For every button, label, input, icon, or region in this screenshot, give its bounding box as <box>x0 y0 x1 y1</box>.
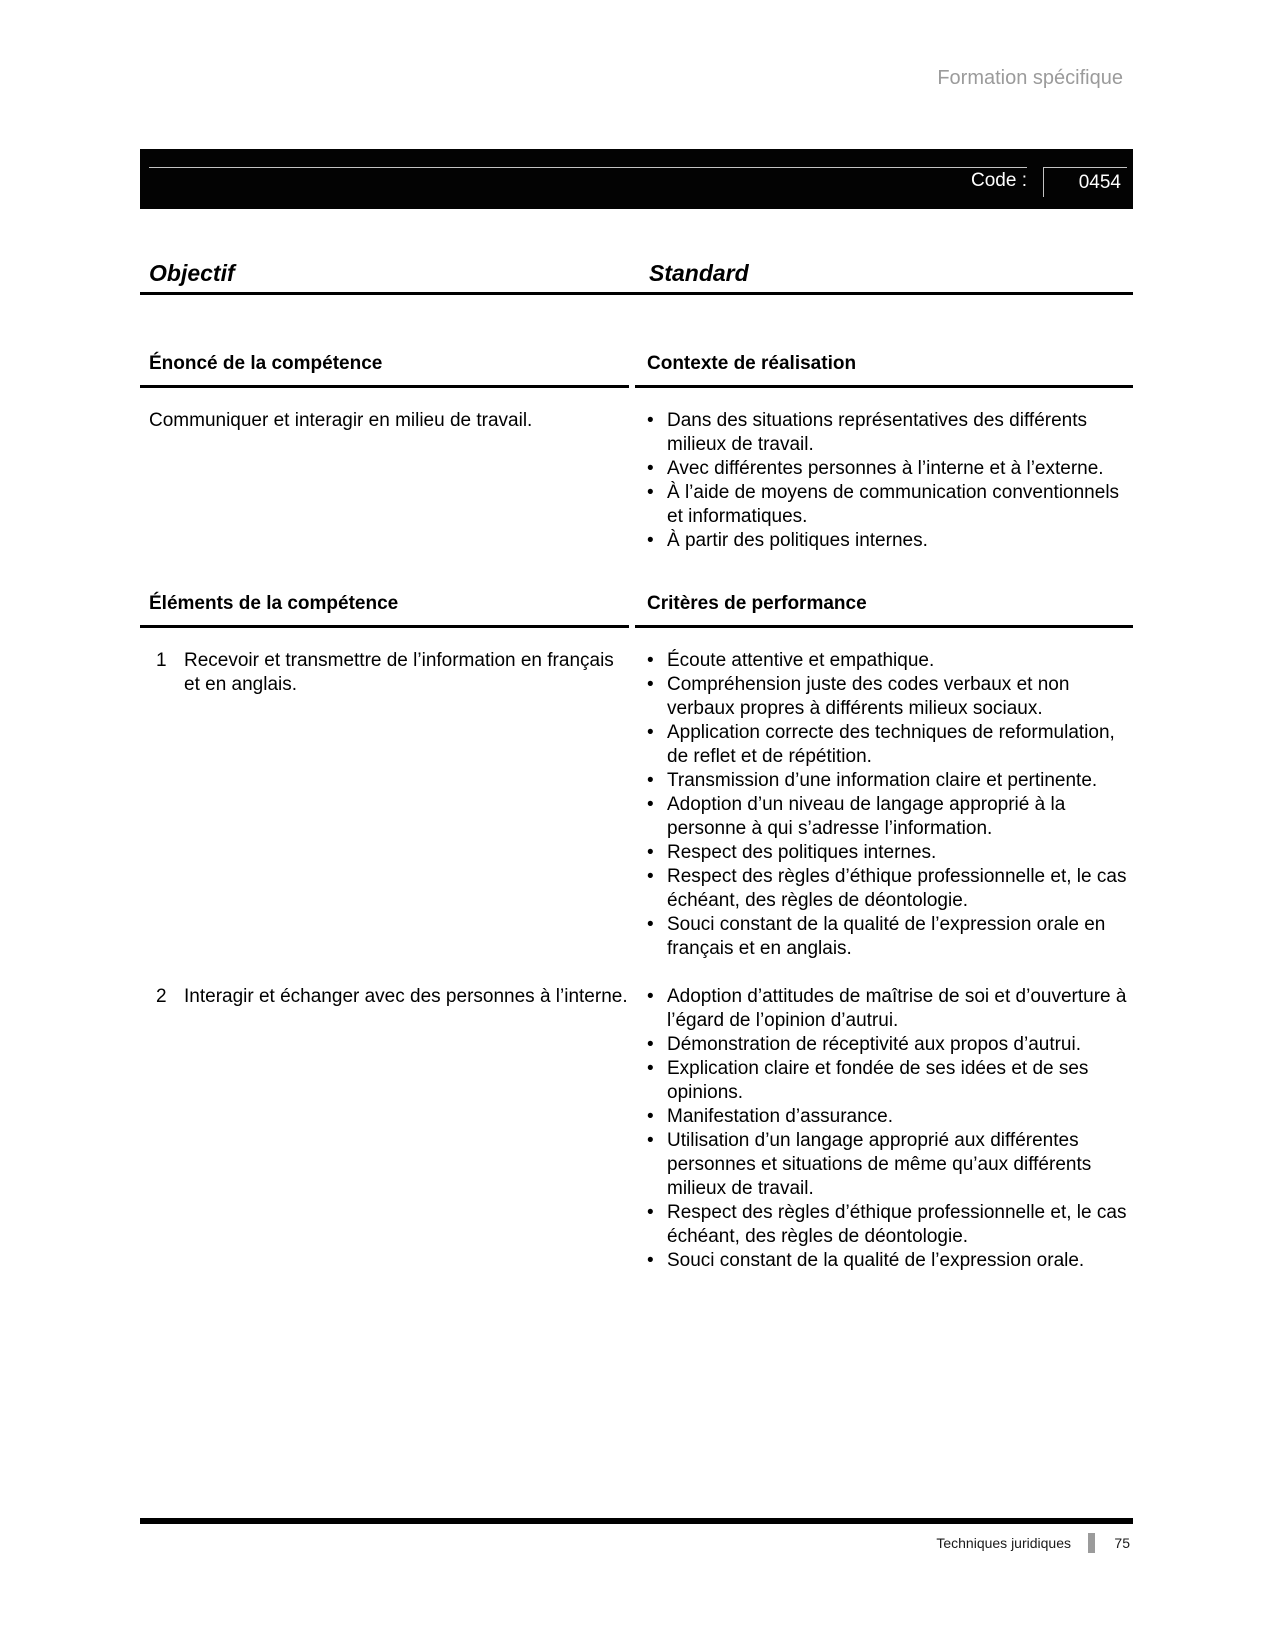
elements-header: Éléments de la compétence <box>140 593 629 628</box>
bullet-item: • Manifestation d’assurance. <box>635 1105 1133 1129</box>
criteres-header: Critères de performance <box>635 593 1133 628</box>
contexte-header: Contexte de réalisation <box>635 353 1133 388</box>
section-headers-elements <box>140 593 1133 628</box>
element-row-2 <box>140 985 1133 1273</box>
element-row-1 <box>140 649 1133 961</box>
enonce-header: Énoncé de la compétence <box>140 353 629 388</box>
running-header: Formation spécifique <box>937 67 1123 89</box>
bullet-item: • Utilisation d’un langage approprié aux différentes personnes et situations de même qu’aux différents milieux de travail. <box>635 1129 1133 1201</box>
competence-statement: Communiquer et interagir en milieu de travail. <box>149 410 533 431</box>
heading-rule <box>140 292 1133 295</box>
section-headers-competence <box>140 353 1133 388</box>
bullet-item: • Avec différentes personnes à l’interne et à l’externe. <box>635 457 1133 481</box>
bullet-item: • Respect des règles d’éthique professionnelle et, le cas échéant, des règles de déontologie. <box>635 1201 1133 1249</box>
footer-rule <box>140 1518 1133 1524</box>
bullet-item: • Écoute attentive et empathique. <box>635 649 1133 673</box>
bullet-item: • Compréhension juste des codes verbaux et non verbaux propres à différents milieux sociaux. <box>635 673 1133 721</box>
element-item-1 <box>140 649 629 961</box>
document-page <box>140 0 1133 1273</box>
objectif-standard-heading-row <box>140 259 1133 287</box>
footer-page-number: 75 <box>1114 1535 1130 1551</box>
page-footer <box>140 1518 1133 1553</box>
bullet-item: • Transmission d’une information claire et pertinente. <box>635 769 1133 793</box>
bullet-item: • Souci constant de la qualité de l’expression orale en français et en anglais. <box>635 913 1133 961</box>
bullet-item: • Explication claire et fondée de ses idées et de ses opinions. <box>635 1057 1133 1105</box>
bullet-item: • Adoption d’un niveau de langage approprié à la personne à qui s’adresse l’information. <box>635 793 1133 841</box>
competence-row <box>140 409 1133 553</box>
code-bar <box>140 149 1133 209</box>
element-number-1: 1 <box>156 650 167 671</box>
code-label: Code : <box>971 170 1027 191</box>
bullet-item: • Application correcte des techniques de reformulation, de reflet et de répétition. <box>635 721 1133 769</box>
bullet-item: • À partir des politiques internes. <box>635 529 1133 553</box>
footer-separator-bar <box>1088 1533 1095 1553</box>
element-number-2: 2 <box>156 986 167 1007</box>
criteria-list-1 <box>635 649 1133 961</box>
bullet-item: • Respect des règles d’éthique professionnelle et, le cas échéant, des règles de déontologie. <box>635 865 1133 913</box>
bullet-item: • Respect des politiques internes. <box>635 841 1133 865</box>
bullet-item: • À l’aide de moyens de communication conventionnels et informatiques. <box>635 481 1133 529</box>
element-text-2: Interagir et échanger avec des personnes à l’interne. <box>184 986 628 1007</box>
bullet-item: • Adoption d’attitudes de maîtrise de soi et d’ouverture à l’égard de l’opinion d’autrui. <box>635 985 1133 1033</box>
code-value: 0454 <box>1043 167 1127 197</box>
bullet-item: • Démonstration de réceptivité aux propos d’autrui. <box>635 1033 1133 1057</box>
footer-meta <box>140 1533 1133 1553</box>
criteria-list-2 <box>635 985 1133 1273</box>
objectif-heading: Objectif <box>149 260 235 286</box>
standard-heading: Standard <box>649 260 749 286</box>
bullet-item: • Dans des situations représentatives des différents milieux de travail. <box>635 409 1133 457</box>
element-item-2 <box>140 985 629 1273</box>
code-bar-divider <box>149 167 1027 168</box>
element-text-1: Recevoir et transmettre de l’information en français et en anglais. <box>184 650 614 695</box>
bullet-item: • Souci constant de la qualité de l’expression orale. <box>635 1249 1133 1273</box>
footer-program: Techniques juridiques <box>936 1535 1071 1551</box>
contexte-bullet-list <box>635 409 1133 553</box>
